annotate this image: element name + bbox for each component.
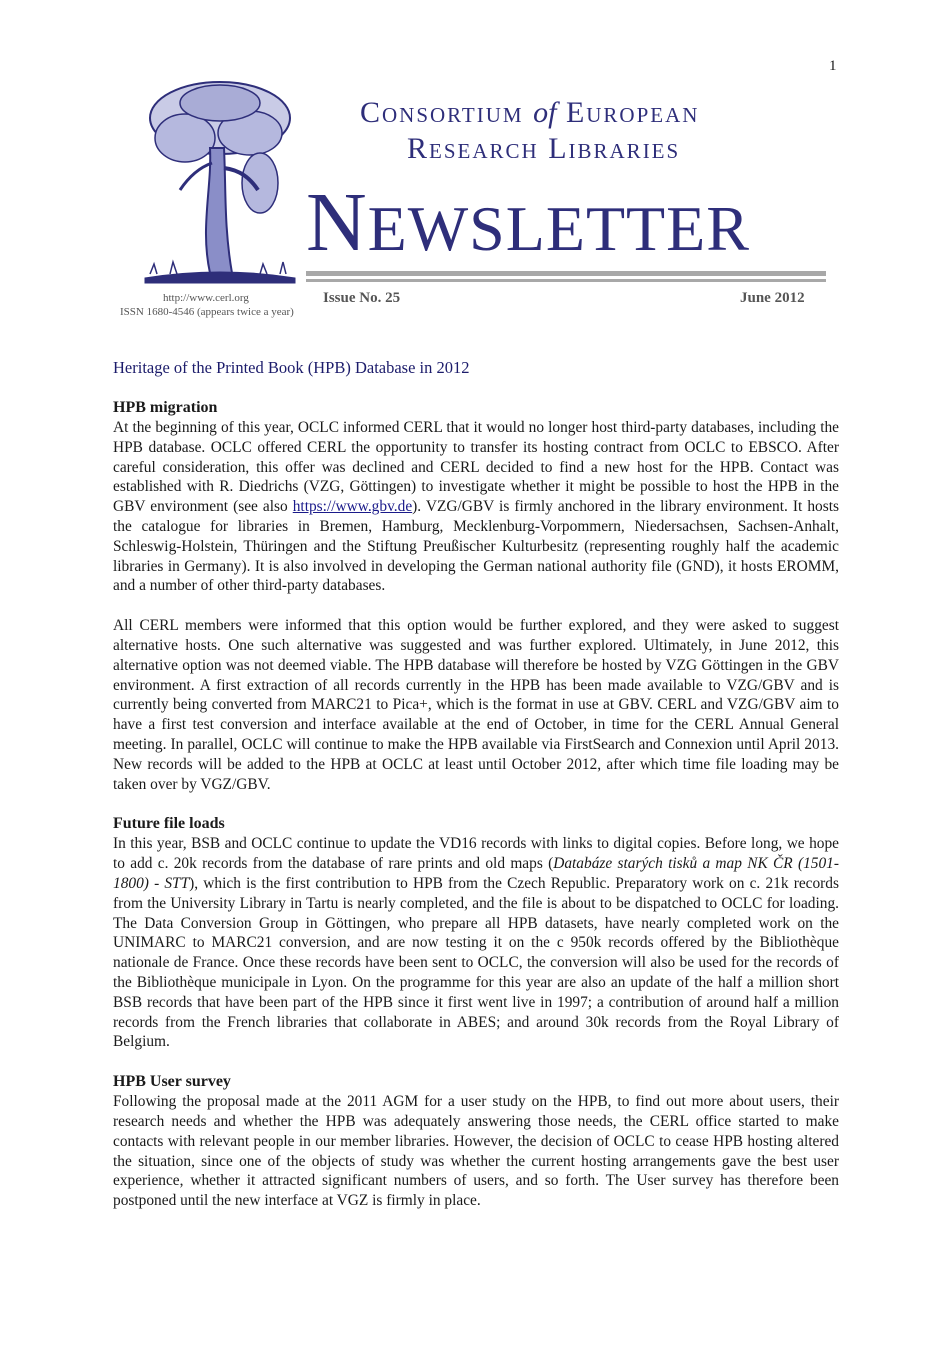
masthead-rule-thin bbox=[306, 279, 826, 282]
migration-paragraph-1: At the beginning of this year, OCLC informed CERL that it would no longer host third-party databases, including the HPB database. OCLC offered CERL the opportunity to transfer its hosting contract from OCLC to EBSCO. After careful consideration, this offer was declined and CERL decided to find a new host for the HPB. Contact was established with R. Diedrichs (VZG, Göttingen) to investigate whether it might be possible to host the HPB in the GBV environment (see also https://www.gbv.de). VZG/GBV is firmly anchored in the library environment. It hosts the catalogue for libraries in Bremen, Hamburg, Mecklenburg-Vorpommern, Niedersachsen, Sachsen-Anhalt, Schleswig-Holstein, Thüringen and the Stiftung Preußischer Kulturbesitz (representing roughly half the academic libraries in Germany). It is also involved in developing the German national authority file (GND), it hosts EROMM, and a number of other third-party databases. bbox=[113, 419, 839, 595]
page-number: 1 bbox=[829, 58, 837, 74]
issue-date: June 2012 bbox=[740, 290, 805, 306]
issue-number: Issue No. 25 bbox=[323, 290, 401, 306]
article-title: Heritage of the Printed Book (HPB) Database in 2012 bbox=[113, 358, 470, 377]
file-loads-paragraph: In this year, BSB and OCLC continue to update the VD16 records with links to digital copies. Before long, we hope to add c. 20k records from the database of rare prints and old maps (Databáze starých tisků a map NK ČR (1501-1800) - STT), which is the first contribution to HPB from the Czech Republic. Preparatory work on c. 21k records from the University Library in Tartu is nearly completed, and the file is about to be dispatched to OCLC for loading. The Data Conversion Group in Göttingen, who prepare all HPB datasets, have nearly completed work on the UNIMARC to MARC21 conversion, and are now testing it on the c 950k records offered by the Bibliothèque nationale de France. Once these records have been sent to OCLC, the conversion will also be used for the records of the Bibliothèque municipale in Lyon. On the programme for this year are also an update of the half a million short BSB records that have been part of the HPB since it first went live in 1997; a contribution of around half a million records from the French libraries that collaborate in ABES; and around 30k records from the Royal Library of Belgium. bbox=[113, 835, 840, 1051]
section-heading-migration: HPB migration bbox=[113, 399, 218, 416]
masthead-research-libraries: Research Libraries bbox=[407, 132, 681, 165]
article-body bbox=[113, 358, 839, 1211]
newsletter-title: NEWSLETTER bbox=[306, 176, 750, 269]
gbv-link[interactable]: https://www.gbv.de bbox=[292, 498, 413, 516]
section-heading-user-survey: HPB User survey bbox=[113, 1073, 231, 1091]
masthead-consortium: Consortium of European bbox=[360, 96, 700, 129]
tree-logo-icon bbox=[140, 78, 300, 290]
user-survey-paragraph: Following the proposal made at the 2011 AGM for a user study on the HPB, to find out more about users, their research needs and whether the HPB was adequately answering those needs, the CERL office started to make contacts with relevant people in our member libraries. However, the decision of OCLC to cease HPB hosting altered the situation, since one of the objects of study was whether the current hosting arrangements gave the best user experience, whether it attracted significant numbers of users, and so forth. The User survey has therefore been postponed until the new interface at VGZ is firmly in place. bbox=[113, 1093, 839, 1210]
site-url[interactable]: http://www.cerl.org bbox=[163, 292, 249, 304]
issn-number: ISSN 1680-4546 (appears twice a year) bbox=[120, 306, 294, 318]
masthead-rule bbox=[306, 271, 826, 276]
migration-paragraph-2: All CERL members were informed that this option would be further explored, and they were asked to suggest alternative hosts. One such alternative was suggested and was further explored. Ultimately, in June 2012, this alternative option was not deemed viable. The HPB database will therefore be hosted by VZG Göttingen in the GBV environment. A first extraction of all records currently in the HPB has been made available to VZG/GBV and is currently being converted from MARC21 to Pica+, which is the format in use at GBV. CERL and VZG/GBV aim to have a first test conversion and interface available at the end of October, in time for the CERL Annual General meeting. In parallel, OCLC will continue to make the HPB available via FirstSearch and Connexion until April 2013. New records will be added to the HPB at OCLC at least until October 2012, after which time file loading may be taken over by VGZ/GBV. bbox=[113, 617, 839, 793]
section-heading-file-loads: Future file loads bbox=[113, 815, 225, 833]
